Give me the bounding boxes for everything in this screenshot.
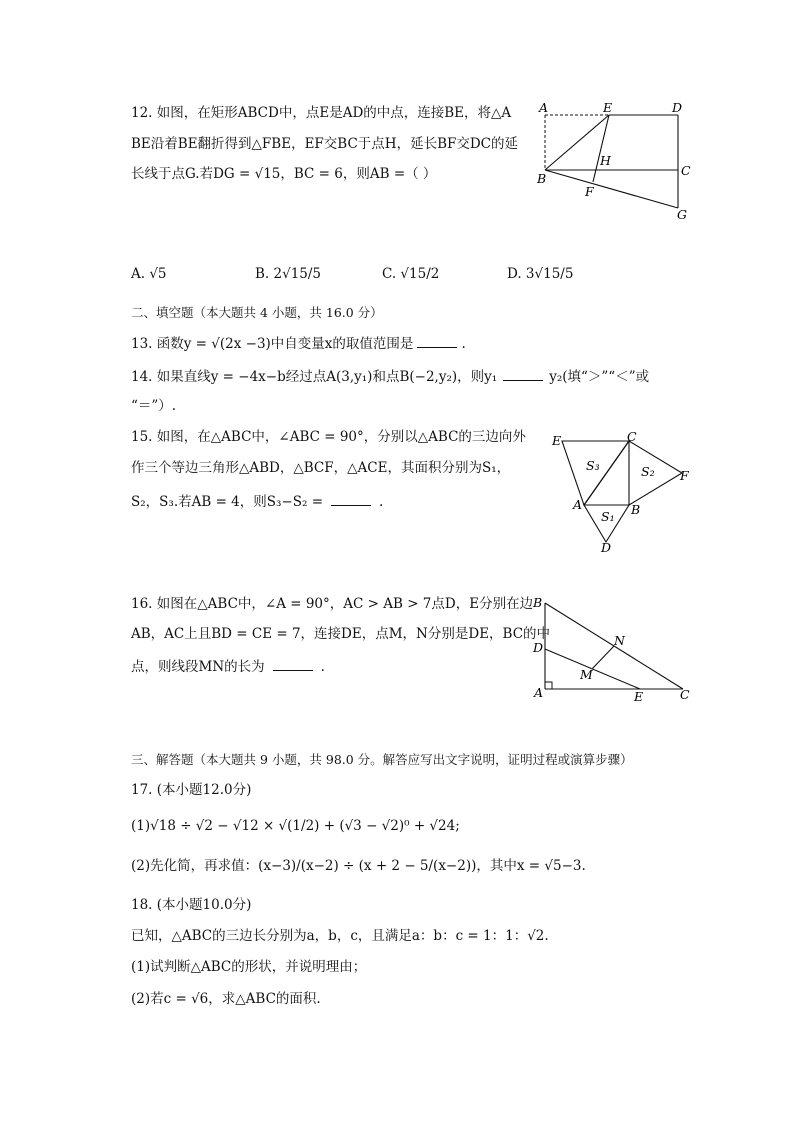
q15-line3: S₂，S₃.若AB = 4，则S₃−S₂ = . [131,491,383,511]
q12-line3: 长线于点G.若DG = √15，BC = 6，则AB =（ ） [131,166,437,182]
q17-part2: (2)先化简，再求值：(x−3)/(x−2) ÷ (x + 2 − 5/(x−2))，其中x = √5−3. [131,858,586,874]
q15-label-S2: S₂ [641,464,655,479]
q15-line2: 作三个等边三角形△ABD，△BCF，△ACE，其面积分别为S₁， [131,460,511,476]
q14-line2: “＝”）. [131,398,177,414]
q16-label-D: D [533,640,544,655]
q15-line1: 15. 如图，在△ABC中，∠ABC = 90°，分别以△ABC的三边向外 [131,429,526,445]
q16-label-E: E [634,689,644,704]
q15-label-D: D [601,540,612,555]
q12-figure [530,96,705,226]
q16-answer-blank[interactable] [273,656,313,671]
q15-figure [545,428,705,556]
q14-answer-blank[interactable] [503,366,543,381]
q12-option-c: C. √15/2 [382,266,440,282]
q15-label-C: C [627,429,637,444]
q18-part2: (2)若c = √6，求△ABC的面积. [131,991,321,1007]
q12-label-B: B [537,171,547,186]
section3-heading: 三、解答题（本大题共 9 小题，共 98.0 分。解答应写出文字说明，证明过程或演算步骤） [131,752,633,767]
q12-label-C: C [681,163,691,178]
q12-line2: BE沿着BE翻折得到△FBE，EF交BC于点H，延长BF交DC的延 [131,136,519,152]
q12-label-F: F [585,184,594,199]
q12-label-D: D [672,100,683,115]
q12-option-d: D. 3√15/5 [507,266,574,282]
q12-label-H: H [600,153,611,168]
q16-figure [528,592,698,707]
q16-line1: 16. 如图在△ABC中，∠A = 90°，AC > AB > 7点D，E分别在边 [131,596,534,612]
q16-label-C: C [680,687,690,702]
q16-line3: 点，则线段MN的长为 . [131,656,325,676]
q17-part1: (1)√18 ÷ √2 − √12 × √(1/2) + (√3 − √2)⁰ + √24; [131,818,460,834]
q12-option-b: B. 2√15/5 [255,266,322,282]
q16-label-B: B [533,595,543,610]
q16-label-A: A [534,685,544,700]
q15-label-S1: S₁ [601,509,615,524]
q12-line1: 12. 如图，在矩形ABCD中，点E是AD的中点，连接BE，将△A [131,105,512,121]
q12-label-E: E [603,100,613,115]
q13-answer-blank[interactable] [417,333,457,348]
section2-heading: 二、填空题（本大题共 4 小题，共 16.0 分） [131,305,383,320]
q15-label-S3: S₃ [586,458,600,473]
q15-label-B: B [631,502,641,517]
q18-premise: 已知，△ABC的三边长分别为a，b，c，且满足a：b：c = 1：1：√2. [131,928,549,944]
q16-line2: AB，AC上且BD = CE = 7，连接DE，点M，N分别是DE，BC的中 [131,626,551,642]
q15-label-A: A [573,497,583,512]
q13-text: 13. 函数y = √(2x −3)中自变量x的取值范围是 . [131,333,466,353]
q16-label-N: N [614,633,625,648]
q17-heading: 17. (本小题12.0分) [131,782,252,798]
q16-label-M: M [580,667,593,682]
q15-answer-blank[interactable] [331,491,371,506]
q12-option-a: A. √5 [131,266,167,282]
q12-label-A: A [539,100,549,115]
q18-heading: 18. (本小题10.0分) [131,897,252,913]
q18-part1: (1)试判断△ABC的形状，并说明理由； [131,959,367,975]
q15-label-E: E [552,433,562,448]
q15-label-F: F [680,468,689,483]
q14-line1: 14. 如果直线y = −4x−b经过点A(3,y₁)和点B(−2,y₂)，则y₁ y₂(填“＞”“＜”或 [131,366,649,386]
q12-label-G: G [677,207,687,222]
